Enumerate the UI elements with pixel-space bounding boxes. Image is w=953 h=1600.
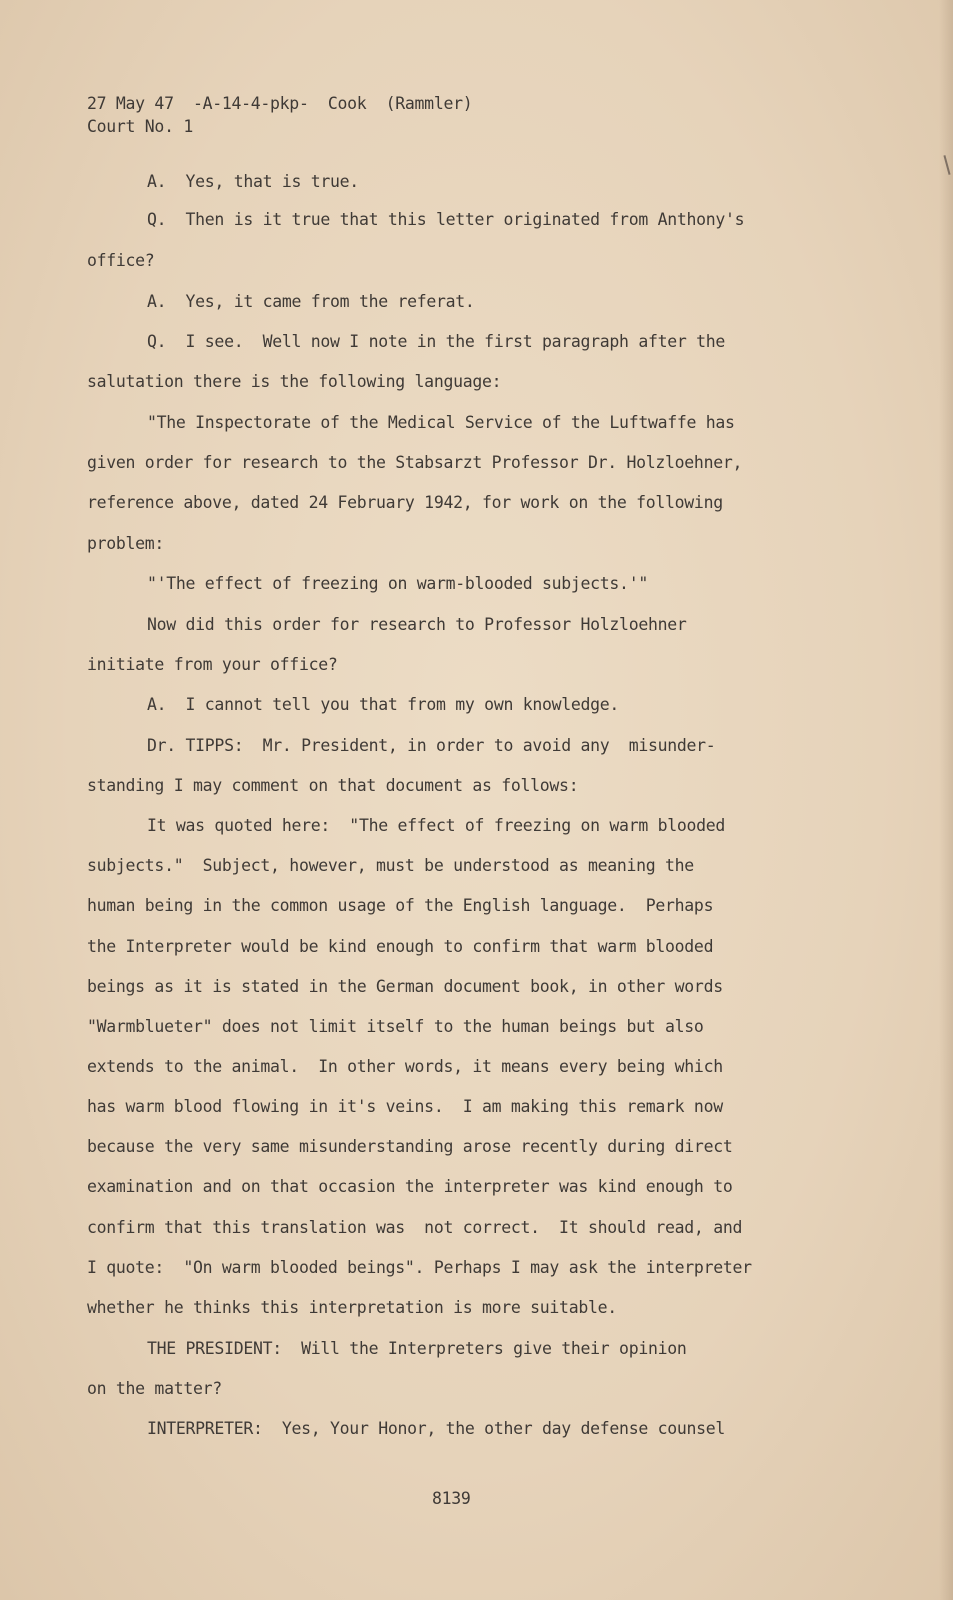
transcript-line: INTERPRETER: Yes, Your Honor, the other day defense counsel xyxy=(147,1419,726,1438)
transcript-line: whether he thinks this interpretation is more suitable. xyxy=(87,1298,617,1317)
transcript-line: the Interpreter would be kind enough to confirm that warm blooded xyxy=(87,937,714,956)
transcript-line: salutation there is the following language: xyxy=(87,372,502,391)
transcript-line: human being in the common usage of the English language. Perhaps xyxy=(87,896,714,915)
header-line-court: Court No. 1 xyxy=(87,117,193,136)
transcript-line: confirm that this translation was not correct. It should read, and xyxy=(87,1218,743,1237)
transcript-line: extends to the animal. In other words, it means every being which xyxy=(87,1057,723,1076)
page-number: 8139 xyxy=(432,1489,471,1508)
transcript-line: initiate from your office? xyxy=(87,655,338,674)
page-edge-shadow xyxy=(939,0,953,1600)
transcript-line: beings as it is stated in the German document book, in other words xyxy=(87,977,723,996)
transcript-line: "The Inspectorate of the Medical Service of the Luftwaffe has xyxy=(147,413,735,432)
transcript-line: A. Yes, that is true. xyxy=(147,172,359,191)
transcript-line: A. Yes, it came from the referat. xyxy=(147,292,475,311)
transcript-line: subjects." Subject, however, must be understood as meaning the xyxy=(87,856,694,875)
transcript-line: Q. I see. Well now I note in the first paragraph after the xyxy=(147,332,726,351)
transcript-line: A. I cannot tell you that from my own knowledge. xyxy=(147,695,620,714)
transcript-line: Now did this order for research to Professor Holzloehner xyxy=(147,615,687,634)
transcript-line: I quote: "On warm blooded beings". Perhaps I may ask the interpreter xyxy=(87,1258,752,1277)
transcript-line: because the very same misunderstanding arose recently during direct xyxy=(87,1137,733,1156)
transcript-line: "'The effect of freezing on warm-blooded subjects.'" xyxy=(147,574,648,593)
transcript-line: Q. Then is it true that this letter originated from Anthony's xyxy=(147,210,745,229)
transcript-line: Dr. TIPPS: Mr. President, in order to avoid any misunder- xyxy=(147,736,716,755)
transcript-line: has warm blood flowing in it's veins. I am making this remark now xyxy=(87,1097,723,1116)
transcript-line: given order for research to the Stabsarzt Professor Dr. Holzloehner, xyxy=(87,453,743,472)
transcript-line: reference above, dated 24 February 1942, for work on the following xyxy=(87,493,723,512)
header-line-date-code: 27 May 47 -A-14-4-pkp- Cook (Rammler) xyxy=(87,94,473,113)
transcript-line: office? xyxy=(87,251,155,270)
transcript-line: standing I may comment on that document as follows: xyxy=(87,776,579,795)
transcript-line: It was quoted here: "The effect of freezing on warm blooded xyxy=(147,816,726,835)
transcript-line: problem: xyxy=(87,534,165,553)
transcript-line: "Warmblueter" does not limit itself to the human beings but also xyxy=(87,1017,704,1036)
transcript-line: examination and on that occasion the interpreter was kind enough to xyxy=(87,1177,733,1196)
document-header xyxy=(87,92,472,138)
transcript-line: THE PRESIDENT: Will the Interpreters give their opinion xyxy=(147,1339,687,1358)
transcript-line: on the matter? xyxy=(87,1379,222,1398)
